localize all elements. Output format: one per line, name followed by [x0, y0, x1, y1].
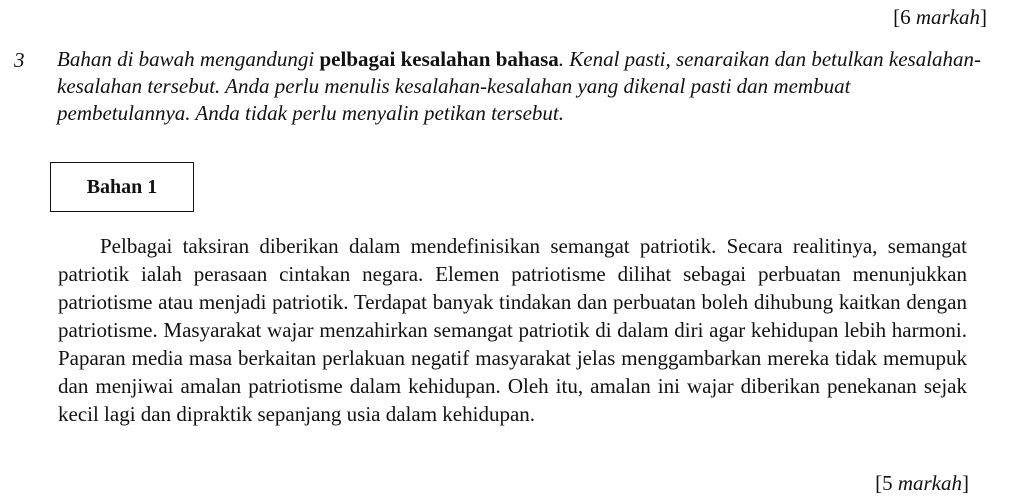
instruction-text-end: . Kenal pasti, senaraikan dan betulkan kesalahan-kesalahan tersebut. Anda perlu menulis kesalahan-kesalahan yang dikenal pasti dan membuat pembetulannya. Anda tidak perlu menyalin petikan tersebut.	[57, 47, 982, 125]
marks-word: markah	[915, 5, 980, 29]
part-marks	[875, 470, 969, 496]
material-label-box	[50, 162, 194, 212]
instruction-emphasis: pelbagai kesalahan bahasa	[319, 47, 559, 71]
marks-suffix: ]	[962, 471, 969, 495]
material-passage: Pelbagai taksiran diberikan dalam mendefinisikan semangat patriotik. Secara realitinya, semangat patriotik ialah perasaan cintakan negara. Elemen patriotisme dilihat sebagai perbuatan menunjukkan patriotisme atau menjadi patriotik. Terdapat banyak tindakan dan perbuatan boleh dihubung kaitkan dengan patriotisme. Masyarakat wajar menzahirkan semangat patriotik di dalam diri agar kehidupan lebih harmoni. Paparan media masa berkaitan perlakuan negatif masyarakat jelas menggambarkan mereka tidak memupuk dan menjiwai amalan patriotisme dalam kehidupan. Oleh itu, amalan ini wajar diberikan penekanan sejak kecil lagi dan dipraktik sepanjang usia dalam kehidupan.	[58, 234, 967, 426]
marks-word: markah	[897, 471, 962, 495]
question-number: 3	[14, 48, 25, 72]
marks-prefix: [6	[893, 5, 916, 29]
question-instruction	[57, 46, 987, 127]
question-total-marks	[893, 4, 987, 30]
marks-suffix: ]	[980, 5, 987, 29]
material-label: Bahan 1	[86, 175, 158, 198]
instruction-text-start: Bahan di bawah mengandungi	[57, 47, 320, 71]
marks-prefix: [5	[875, 471, 898, 495]
